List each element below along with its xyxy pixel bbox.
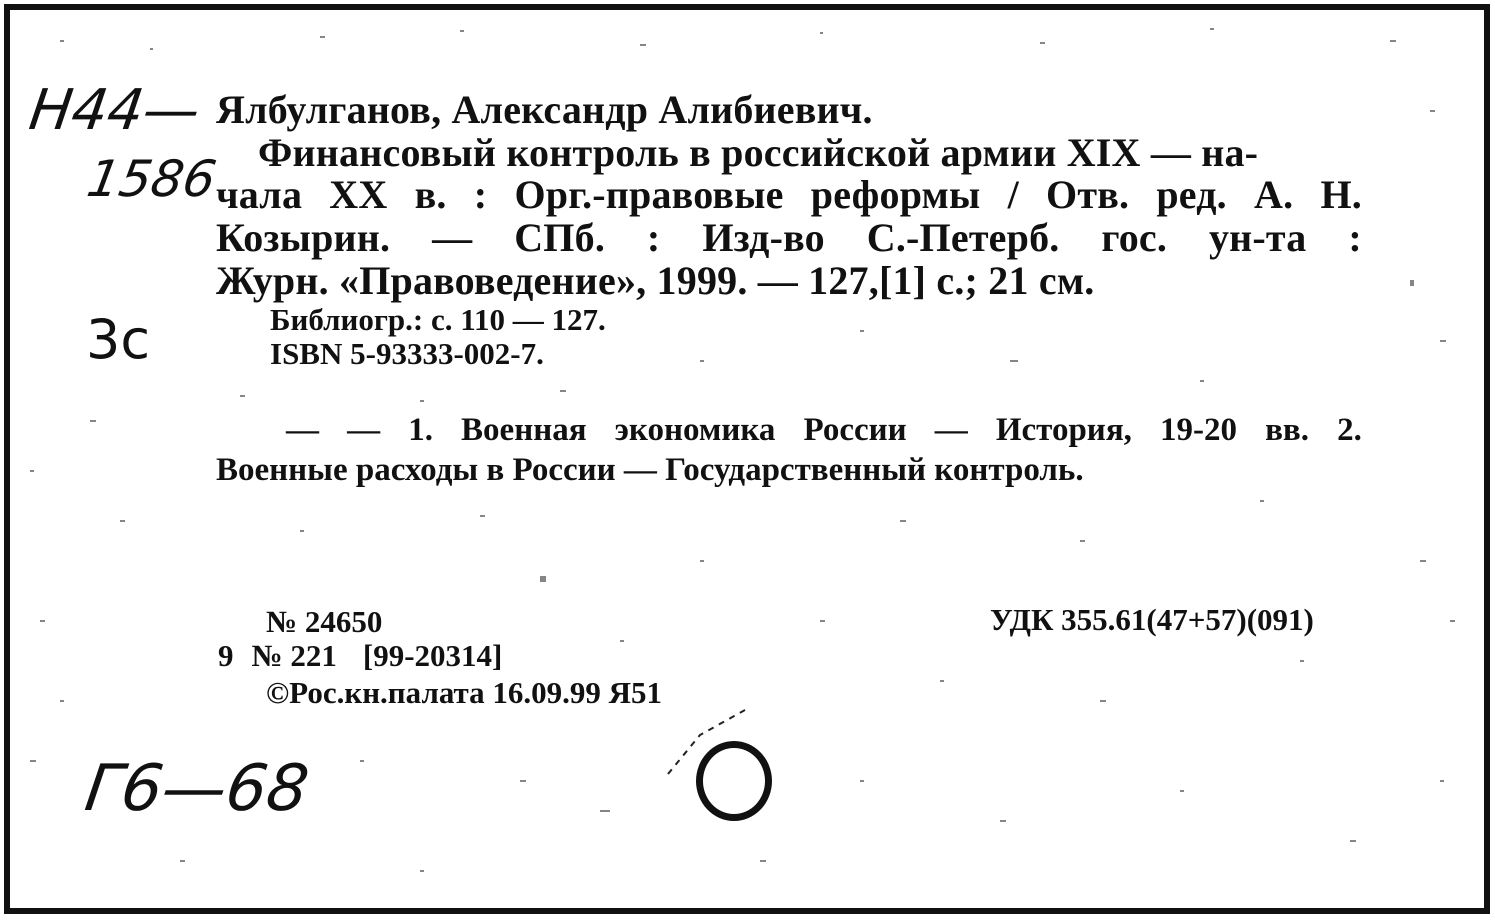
subjects-line-1 bbox=[286, 412, 1362, 449]
bibliography-note: Библиогр.: с. 110 — 127. bbox=[270, 302, 606, 337]
card-number: № 221 bbox=[251, 638, 337, 673]
isbn: ISBN 5-93333-002-7. bbox=[270, 336, 544, 371]
title-line-2-word: : bbox=[473, 172, 488, 217]
subjects-line-1-word: 2. bbox=[1337, 412, 1362, 448]
handwritten-call-number-middle: 1586 bbox=[82, 150, 221, 208]
title-line-2-word: Отв. bbox=[1046, 172, 1130, 217]
punch-hole-circle-icon bbox=[696, 741, 772, 821]
title-line-2-word: / bbox=[1007, 172, 1019, 217]
udk-classification: УДК 355.61(47+57)(091) bbox=[990, 602, 1314, 637]
title-line-2-word: Орг.-правовые bbox=[514, 172, 784, 217]
author-heading: Ялбулганов, Александр Алибиевич. bbox=[216, 87, 873, 132]
subjects-line-1-word: — bbox=[286, 412, 319, 448]
subjects-line-1-word: — bbox=[934, 412, 968, 448]
title-line-2-word: чала bbox=[216, 172, 303, 217]
title-line-3-word: : bbox=[1348, 215, 1362, 260]
title-line-2-word: ред. bbox=[1156, 172, 1227, 217]
subjects-line-1-word: России bbox=[803, 412, 907, 448]
subjects-line-1-word: экономика bbox=[614, 412, 776, 448]
title-line-3-word: — bbox=[432, 215, 473, 260]
title-line-3-word: С.-Петерб. bbox=[866, 215, 1060, 260]
title-line-3 bbox=[216, 214, 1362, 261]
registration-number: № 24650 bbox=[266, 604, 383, 639]
title-line-2-word: А. bbox=[1254, 172, 1294, 217]
title-line-1: Финансовый контроль в российской армии XIX — на- bbox=[258, 130, 1259, 175]
title-line-2-word: Н. bbox=[1320, 172, 1362, 217]
title-line-3-word: : bbox=[646, 215, 661, 260]
subjects-line-1-word: История, bbox=[995, 412, 1132, 448]
title-line-2-word: реформы bbox=[810, 172, 981, 217]
title-line-2-word: XX bbox=[329, 172, 388, 217]
title-line-2 bbox=[216, 171, 1362, 218]
subjects-line-2: Военные расходы в России — Государственный контроль. bbox=[216, 452, 1084, 488]
card-code: [99-20314] bbox=[362, 638, 503, 673]
card-number-row bbox=[218, 638, 502, 674]
subjects-line-1-word: 1. bbox=[408, 412, 433, 448]
book-chamber-imprint: ©Рос.кн.палата 16.09.99 Я51 bbox=[266, 675, 663, 710]
handwritten-code-side: 3с bbox=[86, 308, 151, 371]
title-line-2-word: в. bbox=[414, 172, 447, 217]
title-line-3-word: гос. bbox=[1101, 215, 1168, 260]
subjects-line-1-word: Военная bbox=[461, 412, 587, 448]
subjects-line-1-word: 19-20 bbox=[1160, 412, 1238, 448]
title-line-3-word: СПб. bbox=[514, 215, 606, 260]
title-line-4: Журн. «Правоведение», 1999. — 127,[1] с.; 21 см. bbox=[216, 258, 1095, 303]
subjects-line-1-word: вв. bbox=[1265, 412, 1310, 448]
handwritten-call-number-top: Н44— bbox=[25, 78, 204, 143]
subjects-line-1-word: — bbox=[347, 412, 381, 448]
title-line-3-word: ун-та bbox=[1208, 215, 1307, 260]
handwritten-code-bottom: Г6—68 bbox=[80, 752, 314, 826]
title-line-3-word: Изд-во bbox=[702, 215, 825, 260]
card-number-prefix: 9 bbox=[218, 638, 234, 673]
title-line-3-word: Козырин. bbox=[216, 215, 391, 260]
